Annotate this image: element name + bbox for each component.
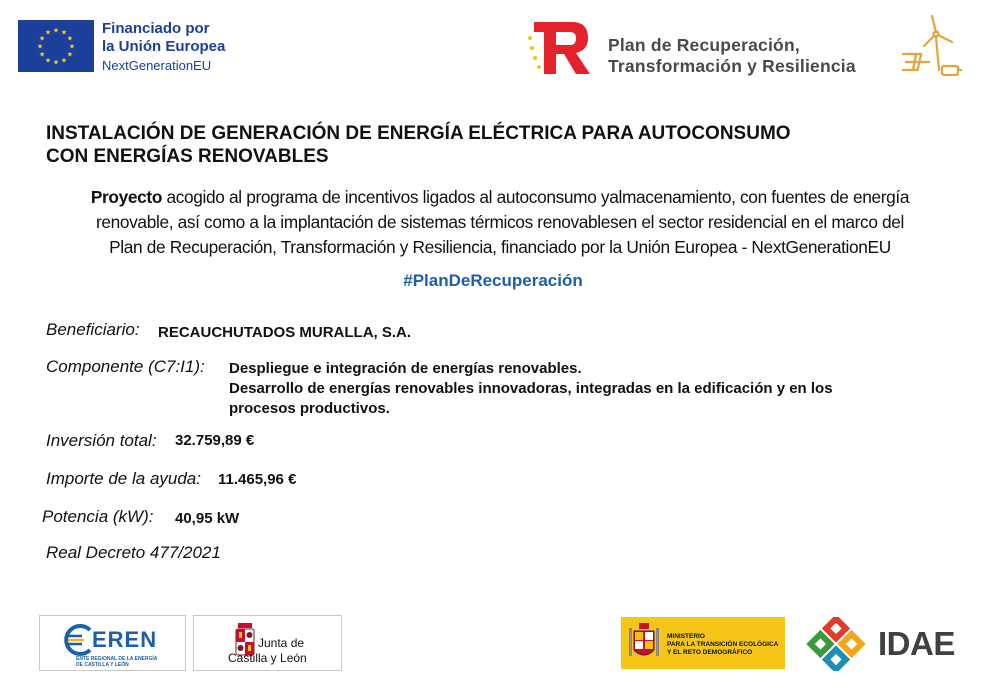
hashtag: #PlanDeRecuperación	[403, 271, 583, 290]
plan-title-line2: Transformación y Resiliencia	[608, 56, 856, 76]
eren-sub2: DE CASTILLA Y LEÓN	[76, 662, 129, 668]
eren-logo	[39, 615, 186, 671]
eu-star: ★	[60, 57, 68, 65]
eu-star: ★	[66, 35, 73, 43]
eu-funding-line2: la Unión Europea	[102, 38, 226, 55]
potencia-value: 40,95 kW	[175, 510, 240, 527]
idae-name: IDAE	[878, 625, 955, 662]
decreto-text: Real Decreto 477/2021	[46, 543, 221, 562]
ayuda-value: 11.465,96 €	[218, 471, 297, 488]
beneficiario-label: Beneficiario:	[46, 320, 140, 339]
project-line1-text: acogido al programa de incentivos ligados al autoconsumo yalmacenamiento, con fuentes de energía	[162, 187, 910, 207]
eu-star: ★	[39, 35, 46, 43]
project-description	[40, 185, 960, 260]
eren-sub1: ENTE REGIONAL DE LA ENERGÍA	[76, 656, 158, 662]
ministry-line1: MINISTERIO	[667, 633, 705, 640]
page-title-line1: INSTALACIÓN DE GENERACIÓN DE ENERGÍA ELÉCTRICA PARA AUTOCONSUMO	[46, 123, 791, 144]
eu-flag-icon	[18, 20, 94, 72]
inversion-value: 32.759,89 €	[175, 432, 255, 449]
eu-star: ★	[36, 43, 44, 51]
project-bold-label: Proyecto	[90, 187, 163, 207]
componente-label: Componente (C7:I1):	[46, 357, 205, 376]
componente-line1: Despliegue e integración de energías renovables.	[229, 360, 582, 377]
componente-value	[229, 359, 833, 419]
ministry-line2: PARA LA TRANSICIÓN ECOLÓGICA	[667, 641, 779, 648]
beneficiario-value: RECAUCHUTADOS MURALLA, S.A.	[158, 324, 412, 341]
inversion-label: Inversión total:	[46, 431, 157, 450]
ayuda-label: Importe de la ayuda:	[46, 469, 201, 488]
ministry-logo	[621, 617, 785, 669]
idae-logo-icon	[800, 617, 872, 671]
plan-title-line1: Plan de Recuperación,	[608, 35, 800, 55]
eu-star: ★	[60, 29, 68, 37]
eu-star: ★	[52, 27, 60, 35]
eu-star: ★	[44, 29, 52, 37]
eren-logo-icon	[62, 624, 92, 656]
eu-funding-line1: Financiado por	[102, 20, 210, 37]
eu-star: ★	[52, 59, 60, 67]
eren-name: EREN	[92, 627, 158, 652]
windmill-solar-icon	[902, 12, 962, 82]
eu-funding-line3: NextGenerationEU	[102, 58, 212, 73]
prtr-logo-icon	[526, 20, 592, 76]
project-line3: Plan de Recuperación, Transformación y Resiliencia, financiado por la Unión Europea - NextGenerationEU	[109, 237, 891, 257]
page-title-line2: CON ENERGÍAS RENOVABLES	[46, 146, 329, 167]
junta-line1: Junta de	[258, 636, 305, 650]
project-line2: renovable, así como a la implantación de sistemas térmicos renovablesen el sector residencial en el marco del	[95, 212, 905, 232]
eu-star: ★	[68, 43, 76, 51]
potencia-label: Potencia (kW):	[42, 507, 154, 526]
project-line1	[40, 185, 960, 210]
componente-line2: Desarrollo de energías renovables innovadoras, integradas en la edificación y en los	[229, 380, 833, 397]
ministry-line3: Y EL RETO DEMOGRÁFICO	[667, 649, 753, 656]
eu-star: ★	[39, 51, 46, 59]
junta-line2: Castilla y León	[228, 651, 307, 665]
componente-line3: procesos productivos.	[229, 400, 390, 417]
eu-star: ★	[44, 57, 52, 65]
eu-star: ★	[66, 51, 73, 59]
spain-arms-icon	[627, 622, 661, 664]
page-title	[46, 122, 946, 168]
junta-logo	[193, 615, 342, 671]
